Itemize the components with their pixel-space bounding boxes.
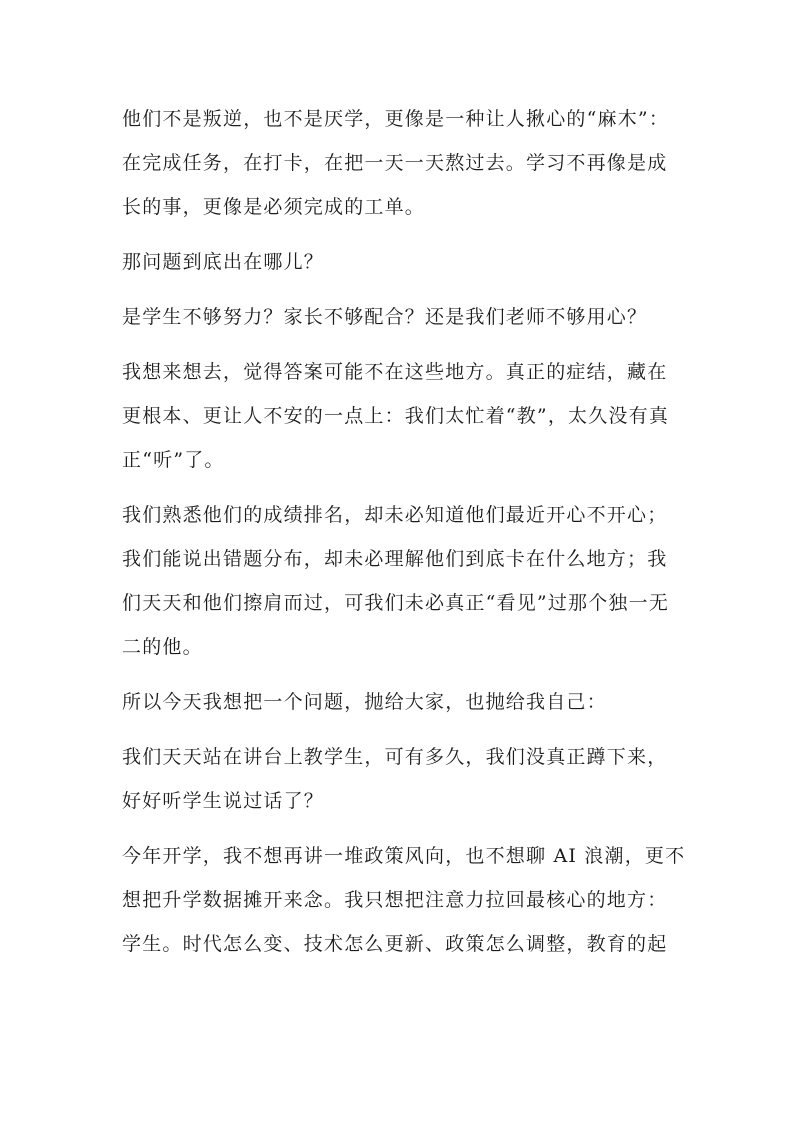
- paragraph: [122, 350, 670, 482]
- text-line: 想把升学数据摊开来念。我只想把注意力拉回最核心的地方：: [122, 889, 668, 911]
- text-line: 在完成任务，在打卡，在把一天一天熬过去。学习不再像是成: [122, 152, 668, 174]
- text-line: 好好听学生说过话了？: [122, 790, 325, 812]
- text-line: 正“听”了。: [122, 449, 225, 471]
- paragraph: [122, 735, 667, 823]
- text-line: 是学生不够努力？家长不够配合？还是我们老师不够用心？: [122, 306, 648, 328]
- text-line: 们天天和他们擦肩而过，可我们未必真正“看见”过那个独一无: [122, 592, 670, 614]
- text-line: 我们天天站在讲台上教学生，可有多久，我们没真正蹲下来，: [122, 746, 668, 768]
- text-line: 二的他。: [122, 636, 203, 658]
- text-line: 我想来想去，觉得答案可能不在这些地方。真正的症结，藏在: [122, 361, 668, 383]
- paragraph: [122, 493, 670, 669]
- text-line: 那问题到底出在哪儿？: [122, 251, 325, 273]
- paragraph: [122, 240, 667, 284]
- paragraph: [122, 97, 670, 229]
- document-body: [122, 97, 686, 977]
- text-line: 今年开学，我不想再讲一堆政策风向，也不想聊 AI 浪潮，更不: [122, 845, 686, 867]
- text-line: 长的事，更像是必须完成的工单。: [122, 196, 426, 218]
- text-line: 学生。时代怎么变、技术怎么更新、政策怎么调整，教育的起: [122, 933, 668, 955]
- text-line: 所以今天我想把一个问题，抛给大家，也抛给我自己：: [122, 691, 607, 713]
- paragraph: [122, 680, 667, 724]
- text-line: 我们能说出错题分布，却未必理解他们到底卡在什么地方；我: [122, 548, 668, 570]
- text-line: 我们熟悉他们的成绩排名，却未必知道他们最近开心不开心；: [122, 504, 668, 526]
- text-line: 更根本、更让人不安的一点上：我们太忙着“教”，太久没有真: [122, 405, 670, 427]
- text-line: 他们不是叛逆，也不是厌学，更像是一种让人揪心的“麻木”：: [122, 108, 670, 130]
- paragraph: [122, 834, 686, 966]
- paragraph: [122, 295, 667, 339]
